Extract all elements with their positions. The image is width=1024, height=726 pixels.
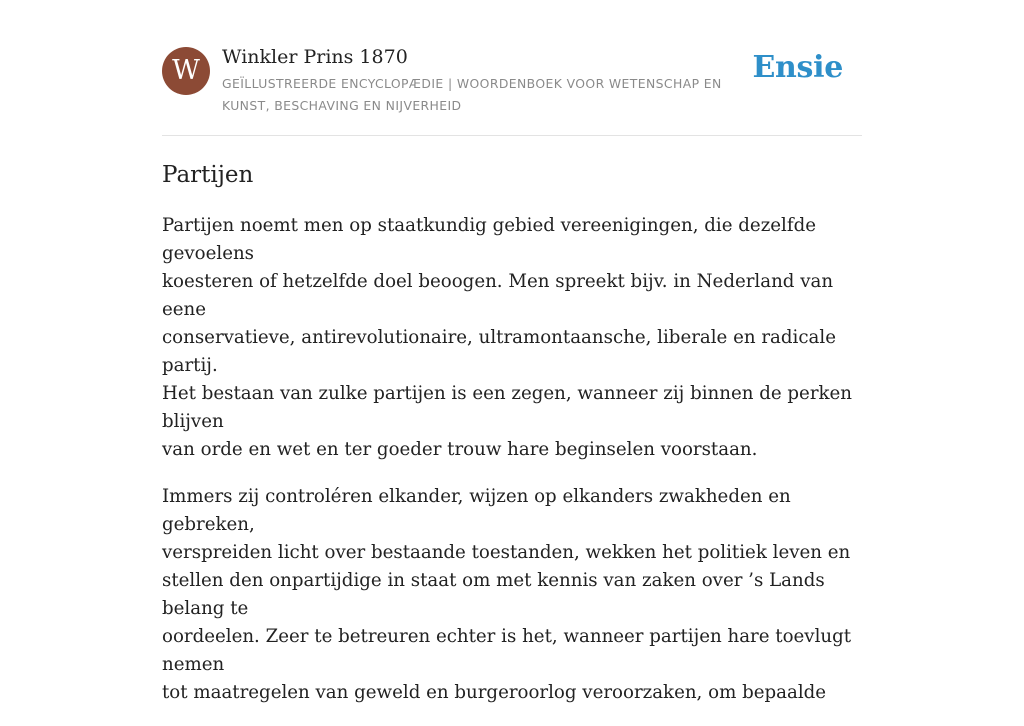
article-paragraph: Partijen noemt men op staatkundig gebied vereenigingen, die dezelfde gevoelens koesteren of hetzelfde doel beoogen. Men spreekt bijv. in Nederland van eene conservatieve, antirevolutionaire, ultramontaansche, liberale en radicale partij. Het bestaan van zulke partijen is een zegen, wanneer zij binnen de perken blijven van orde en wet en ter goeder trouw hare beginselen voorstaan. bbox=[162, 215, 853, 460]
avatar: W bbox=[162, 47, 210, 95]
article-body bbox=[162, 212, 867, 726]
source-title[interactable]: Winkler Prins 1870 bbox=[222, 46, 408, 68]
source-subtitle: GEÏLLUSTREERDE ENCYCLOPÆDIE | WOORDENBOEK VOOR WETENSCHAP EN KUNST, BESCHAVING EN NIJVERHEID bbox=[222, 76, 722, 113]
brand-logo[interactable]: Ensie bbox=[752, 50, 843, 85]
article-paragraph: Immers zij controléren elkander, wijzen op elkanders zwakheden en gebreken, verspreiden licht over bestaande toestanden, wekken het politiek leven en stellen den onpartijdige in staat om met kennis van zaken over ’s Lands belang te oordeelen. Zeer te betreuren echter is het, wanneer partijen hare toevlugt nemen tot maatregelen van geweld en burgeroorlog veroorzaken, om bepaalde bbox=[162, 486, 852, 703]
divider bbox=[162, 135, 862, 136]
source-header bbox=[162, 45, 862, 135]
article-title: Partijen bbox=[162, 162, 254, 188]
